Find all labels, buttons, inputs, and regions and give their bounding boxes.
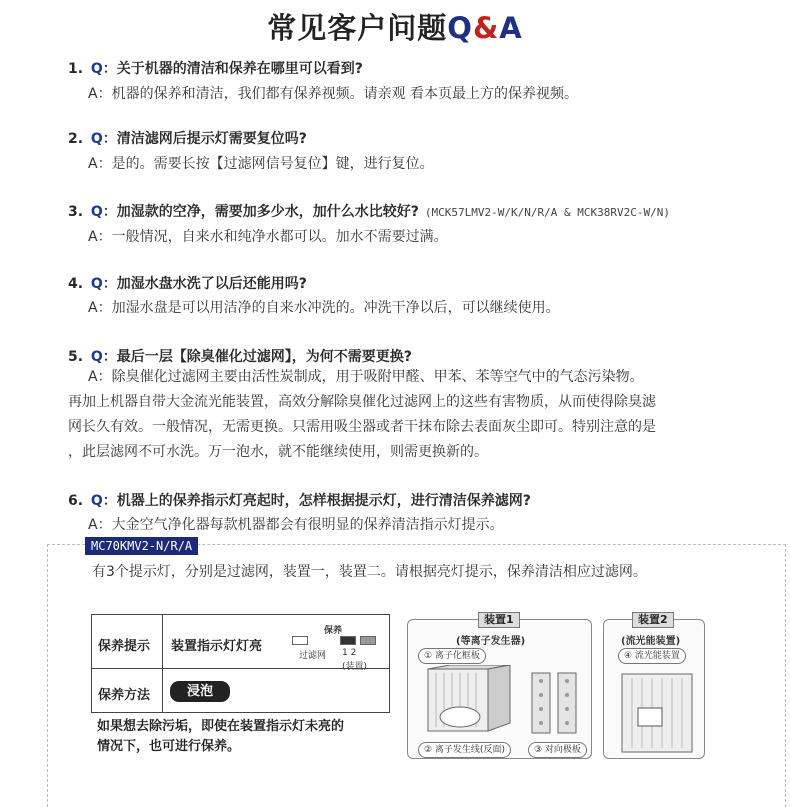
device2-subtitle: (流光能装置) (621, 636, 681, 647)
streamer-drawing (612, 668, 698, 754)
footnote: 如果想去除污垢，即使在装置指示灯未亮的 情况下，也可进行保养。 (97, 719, 345, 754)
maintenance-table (91, 614, 390, 713)
question-2: 2. Q：清洁滤网后提示灯需要复位吗? (68, 131, 307, 147)
soak-badge: 浸泡 (170, 681, 230, 702)
answer-4: A：加湿水盘是可以用洁净的自来水冲洗的。冲洗干净以后，可以继续使用。 (88, 300, 560, 316)
device1-label3: ③ 对向极板 (528, 742, 587, 758)
panel-nums: 1 2 (342, 648, 357, 658)
row2-label: 保养方法 (98, 688, 151, 703)
title-amp: & (472, 11, 500, 45)
title-q: Q (447, 11, 473, 45)
panel-filter: 过滤网 (299, 651, 327, 661)
title-a: A (499, 11, 523, 45)
filter-lamp (292, 636, 308, 645)
device1-label2: ② 离子发生线(反面) (418, 742, 511, 758)
device1-illustration (407, 619, 592, 759)
device2-lamp (360, 636, 376, 645)
question-6: 6. Q：机器上的保养指示灯亮起时，怎样根据提示灯，进行清洁保养滤网? (68, 493, 531, 509)
device1-label1: ① 离子化框板 (418, 648, 486, 664)
row1-label: 保养提示 (98, 639, 151, 654)
title-main: 常见客户问题 (267, 11, 448, 45)
question-1: 1. Q：关于机器的清洁和保养在哪里可以看到? (68, 61, 363, 77)
device1-lamp (340, 636, 356, 645)
device2-tag: 装置2 (632, 612, 674, 628)
device1-subtitle: (等离子发生器) (456, 636, 526, 647)
answer-2: A：是的。需要长按【过滤网信号复位】键，进行复位。 (88, 156, 434, 172)
answer-3: A：一般情况，自来水和纯净水都可以。加水不需要过满。 (88, 229, 448, 245)
answer-5-line: 网长久有效。一般情况，无需更换。只需用吸尘器或者干抹布除去表面灰尘即可。特别注意的是 (68, 419, 656, 435)
device1-tag: 装置1 (478, 612, 520, 628)
table-divider (162, 615, 163, 712)
answer-1: A：机器的保养和清洁，我们都有保养视频。请亲观 看本页最上方的保养视频。 (88, 86, 579, 102)
answer-5 (68, 365, 748, 465)
answer-5-line: 再加上机器自带大金流光能装置，高效分解除臭催化过滤网上的这些有害物质，从而使得除臭滤 (68, 394, 656, 410)
row1-value: 装置指示灯灯亮 (171, 639, 263, 654)
panel-device: (装置) (342, 662, 368, 672)
device2-label1: ④ 流光能装置 (618, 648, 686, 664)
panel-title: 保养 (324, 626, 343, 636)
question-4: 4. Q：加湿水盘水洗了以后还能用吗? (68, 276, 307, 292)
model-note: (MCK57LMV2-W/K/N/R/A & MCK38RV2C-W/N) (424, 206, 670, 219)
answer-6: A：大金空气净化器每款机器都会有很明显的保养清洁指示灯提示。 (88, 517, 504, 533)
question-5: 5. Q：最后一层【除臭催化过滤网】，为何不需要更换? (68, 349, 412, 365)
device2-illustration (603, 619, 705, 759)
answer-5-line: A：除臭催化过滤网主要由活性炭制成，用于吸附甲醛、甲苯、苯等空气中的气态污染物。 (88, 369, 644, 385)
model-tag: MC70KMV2-N/R/A (85, 537, 198, 555)
answer-5-line: ，此层滤网不可水洗。万一泡水，就不能继续使用，则需更换新的。 (68, 444, 488, 460)
question-3: 3. Q：加湿款的空净，需要加多少水，加什么水比较好? (MCK57LMV2-W/K/N/R/A & MCK38RV2C-W/N) (68, 204, 670, 220)
page-title (0, 6, 790, 47)
indicator-info: 有3个提示灯，分别是过滤网，装置一，装置二。请根据亮灯提示，保养清洁相应过滤网。 (92, 564, 647, 580)
ionizer-drawing (420, 665, 585, 740)
